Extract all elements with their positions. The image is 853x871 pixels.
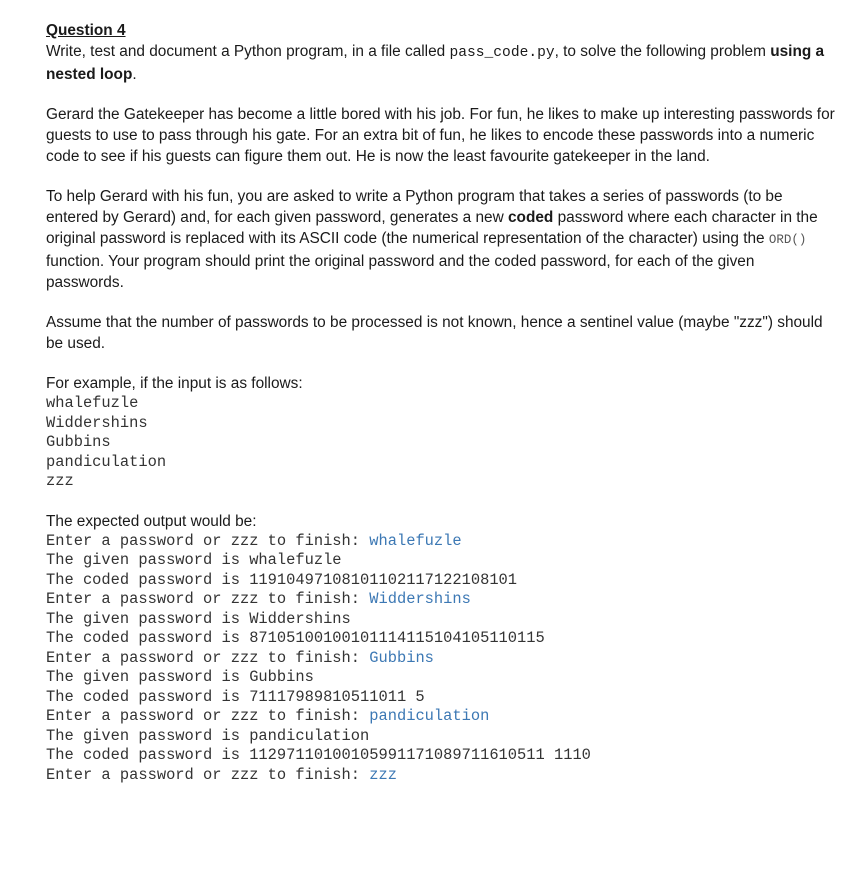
prompt-line: [46, 590, 836, 610]
user-input-text: Gubbins: [369, 648, 434, 667]
example-input-line: pandiculation: [46, 452, 167, 471]
prompt-line: [46, 707, 836, 727]
example-input-line: whalefuzle: [46, 394, 139, 412]
question-document: [46, 20, 836, 785]
given-line: The given password is whalefuzle: [46, 551, 342, 569]
coded-line: The coded password is 11910497108101102117122108101: [46, 570, 518, 589]
prompt-text: Enter a password or zzz to finish:: [46, 707, 370, 725]
task-text-3: function. Your program should print the original password and the coded password, for each of the given passwords.: [46, 253, 755, 291]
given-line: The given password is pandiculation: [46, 726, 370, 745]
user-input-text: Widdershins: [369, 590, 471, 608]
prompt-text: Enter a password or zzz to finish:: [46, 590, 370, 608]
intro-paragraph: [46, 41, 836, 85]
intro-text-1: Write, test and document a Python program, in a file called: [46, 43, 450, 60]
intro-text-2: , to solve the following problem: [554, 43, 771, 60]
user-input-text: zzz: [369, 765, 397, 784]
question-title: Question 4: [46, 22, 126, 39]
filename: pass_code.py: [449, 45, 555, 61]
prompt-line: [46, 532, 836, 552]
user-input-text: whalefuzle: [369, 531, 462, 550]
intro-text-3: .: [132, 66, 137, 83]
story-paragraph: Gerard the Gatekeeper has become a little bored with his job. For fun, he likes to make up interesting passwords for guests to use to pass through his gate. For an extra bit of fun, he likes to encode these passwords into a numeric code to see if his guests can figure them out. He is now the least favourite gatekeeper in the land.: [46, 106, 835, 165]
coded-line: The coded password is 87105100100101114115104105110115: [46, 629, 545, 647]
prompt-text: Enter a password or zzz to finish:: [46, 648, 370, 667]
task-text-1: To help Gerard with his fun, you are asked to write a Python program that takes a series of passwords (to be entered by Gerard) and, for each given password, generates a new: [46, 188, 783, 226]
example-input-line: Gubbins: [46, 433, 111, 451]
prompt-line: [46, 766, 836, 786]
example-label: For example, if the input is as follows:: [46, 375, 303, 392]
prompt-text: Enter a password or zzz to finish:: [46, 765, 370, 784]
example-input-block: [46, 394, 836, 492]
expected-output-block: [46, 532, 836, 786]
coded-line: The coded password is 11297110100105991171089711610511 1110: [46, 746, 591, 764]
example-input-line: zzz: [46, 472, 74, 490]
task-bold: coded: [508, 209, 554, 226]
user-input-text: pandiculation: [369, 707, 490, 725]
given-line: The given password is Gubbins: [46, 668, 314, 686]
task-text-2: password where each character in the original password is replaced with its ASCII code (the numerical representation of the character) using the: [46, 209, 818, 247]
sentinel-paragraph: Assume that the number of passwords to be processed is not known, hence a sentinel value (maybe "zzz") should be used.: [46, 314, 823, 352]
coded-line: The coded password is 71117989810511011 5: [46, 687, 425, 706]
example-input-line: Widdershins: [46, 413, 148, 432]
ord-function: ORD(): [768, 233, 807, 247]
intro-bold: using a nested loop: [46, 43, 825, 83]
prompt-line: [46, 649, 836, 669]
prompt-text: Enter a password or zzz to finish:: [46, 531, 370, 550]
given-line: The given password is Widdershins: [46, 609, 351, 628]
task-paragraph: [46, 186, 836, 293]
output-label: The expected output would be:: [46, 512, 257, 530]
